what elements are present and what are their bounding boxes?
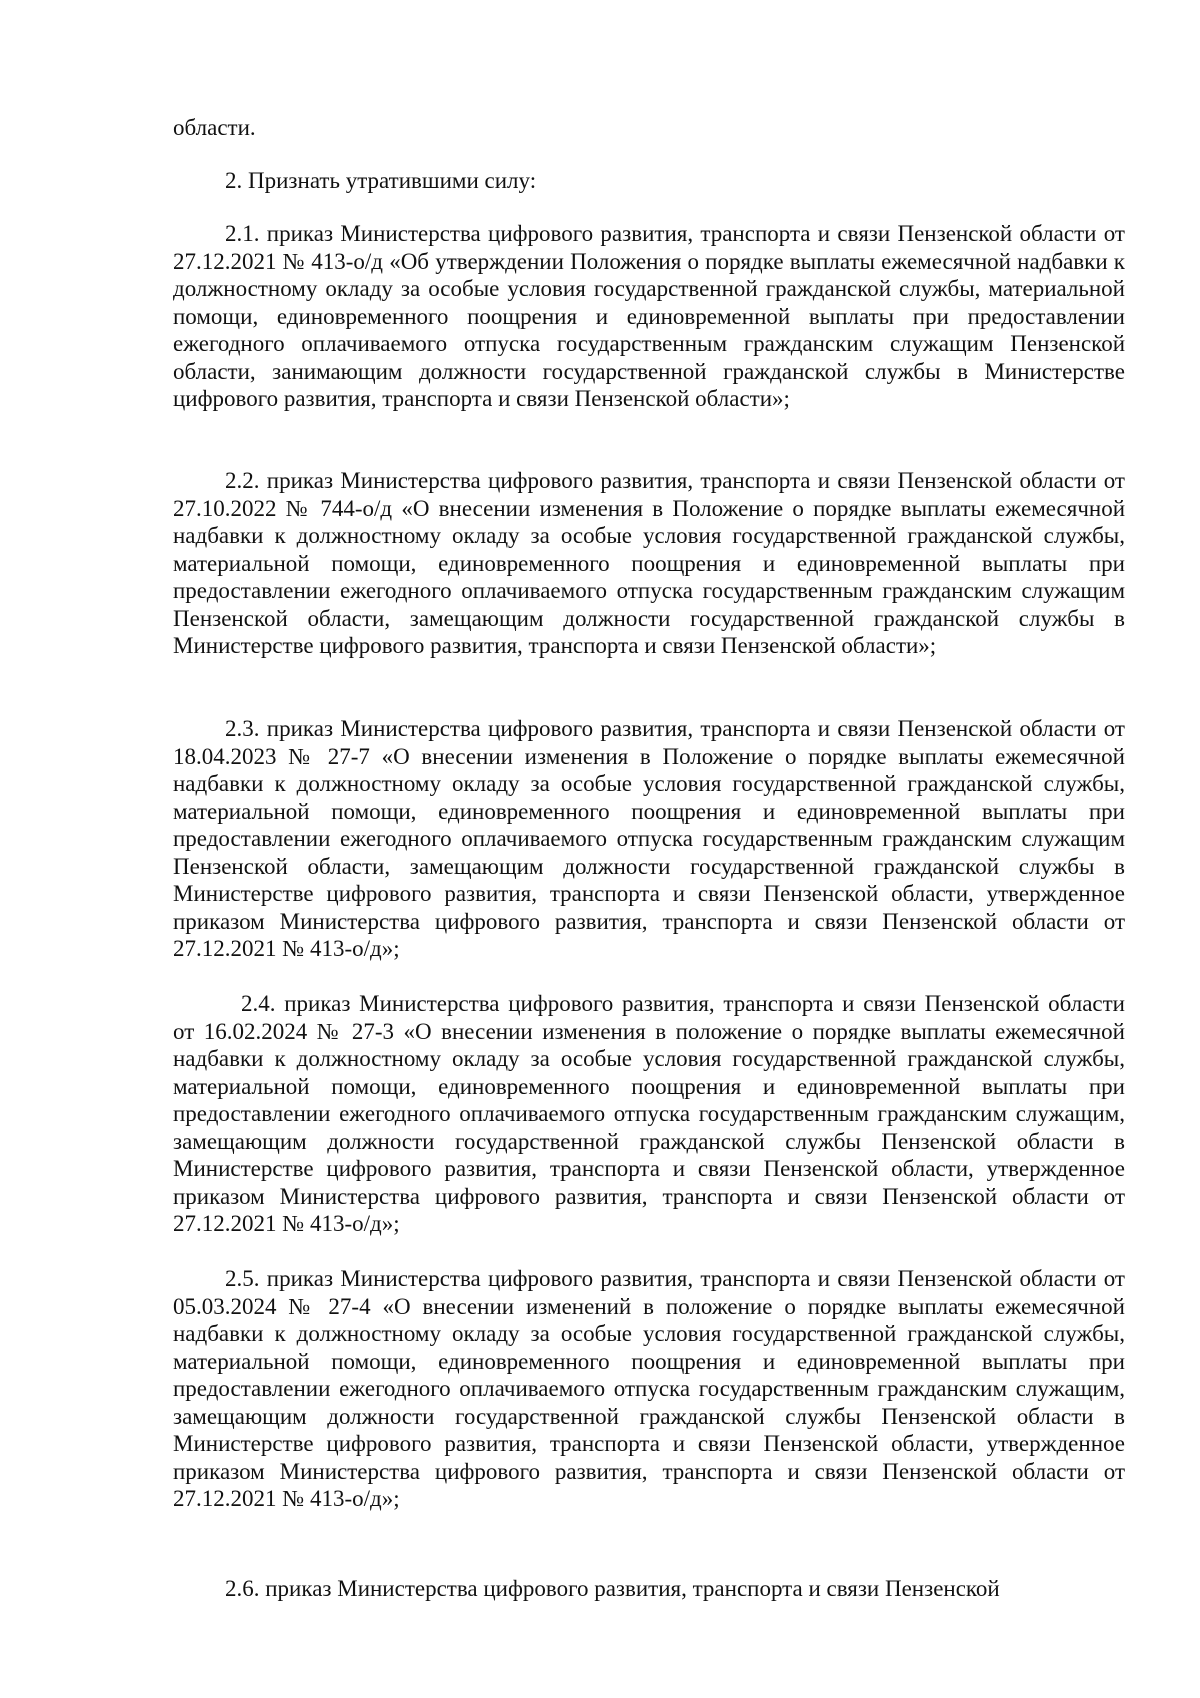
list-item-2-2: 2.2. приказ Министерства цифрового развития, транспорта и связи Пензенской области от 27.10.2022 № 744-о/д «О внесении изменения в Положение о порядке выплаты ежемесячной надбавки к должностному окладу за особые условия государственной гражданской службы, материальной помощи, единовременного поощрения и единовременной выплаты при предоставлении ежегодного оплачиваемого отпуска государственным гражданским служащим Пензенской области, замещающим должности государственной гражданской службы в Министерстве цифрового развития, транспорта и связи Пензенской области»; xyxy=(173,468,1125,658)
paragraph-continuation: области. xyxy=(173,115,256,140)
list-item-2-6: 2.6. приказ Министерства цифрового развития, транспорта и связи Пензенской xyxy=(225,1576,1000,1601)
list-item-2-4: 2.4. приказ Министерства цифрового развития, транспорта и связи Пензенской области от 16.02.2024 № 27-3 «О внесении изменения в положение о порядке выплаты ежемесячной надбавки к должностному окладу за особые условия государственной гражданской службы, материальной помощи, единовременного поощрения и единовременной выплаты при предоставлении ежегодного оплачиваемого отпуска государственным гражданским служащим, замещающим должности государственной гражданской службы Пензенской области в Министерстве цифрового развития, транспорта и связи Пензенской области, утвержденное приказом Министерства цифрового развития, транспорта и связи Пензенской области от 27.12.2021 № 413-о/д»; xyxy=(173,991,1125,1236)
list-item-2-5: 2.5. приказ Министерства цифрового развития, транспорта и связи Пензенской области от 05.03.2024 № 27-4 «О внесении изменений в положение о порядке выплаты ежемесячной надбавки к должностному окладу за особые условия государственной гражданской службы, материальной помощи, единовременного поощрения и единовременной выплаты при предоставлении ежегодного оплачиваемого отпуска государственным гражданским служащим, замещающим должности государственной гражданской службы Пензенской области в Министерстве цифрового развития, транспорта и связи Пензенской области, утвержденное приказом Министерства цифрового развития, транспорта и связи Пензенской области от 27.12.2021 № 413-о/д»; xyxy=(173,1266,1125,1511)
list-item-2-3: 2.3. приказ Министерства цифрового развития, транспорта и связи Пензенской области от 18.04.2023 № 27-7 «О внесении изменения в Положение о порядке выплаты ежемесячной надбавки к должностному окладу за особые условия государственной гражданской службы, материальной помощи, единовременного поощрения и единовременной выплаты при предоставлении ежегодного оплачиваемого отпуска государственным гражданским служащим Пензенской области, замещающим должности государственной гражданской службы в Министерстве цифрового развития, транспорта и связи Пензенской области, утвержденное приказом Министерства цифрового развития, транспорта и связи Пензенской области от 27.12.2021 № 413-о/д»; xyxy=(173,716,1125,961)
section-heading: 2. Признать утратившими силу: xyxy=(225,168,537,193)
list-item-2-1: 2.1. приказ Министерства цифрового развития, транспорта и связи Пензенской области от 27.12.2021 № 413-о/д «Об утверждении Положения о порядке выплаты ежемесячной надбавки к должностному окладу за особые условия государственной гражданской службы, материальной помощи, единовременного поощрения и единовременной выплаты при предоставлении ежегодного оплачиваемого отпуска государственным гражданским служащим Пензенской области, занимающим должности государственной гражданской службы в Министерстве цифрового развития, транспорта и связи Пензенской области»; xyxy=(173,221,1125,411)
